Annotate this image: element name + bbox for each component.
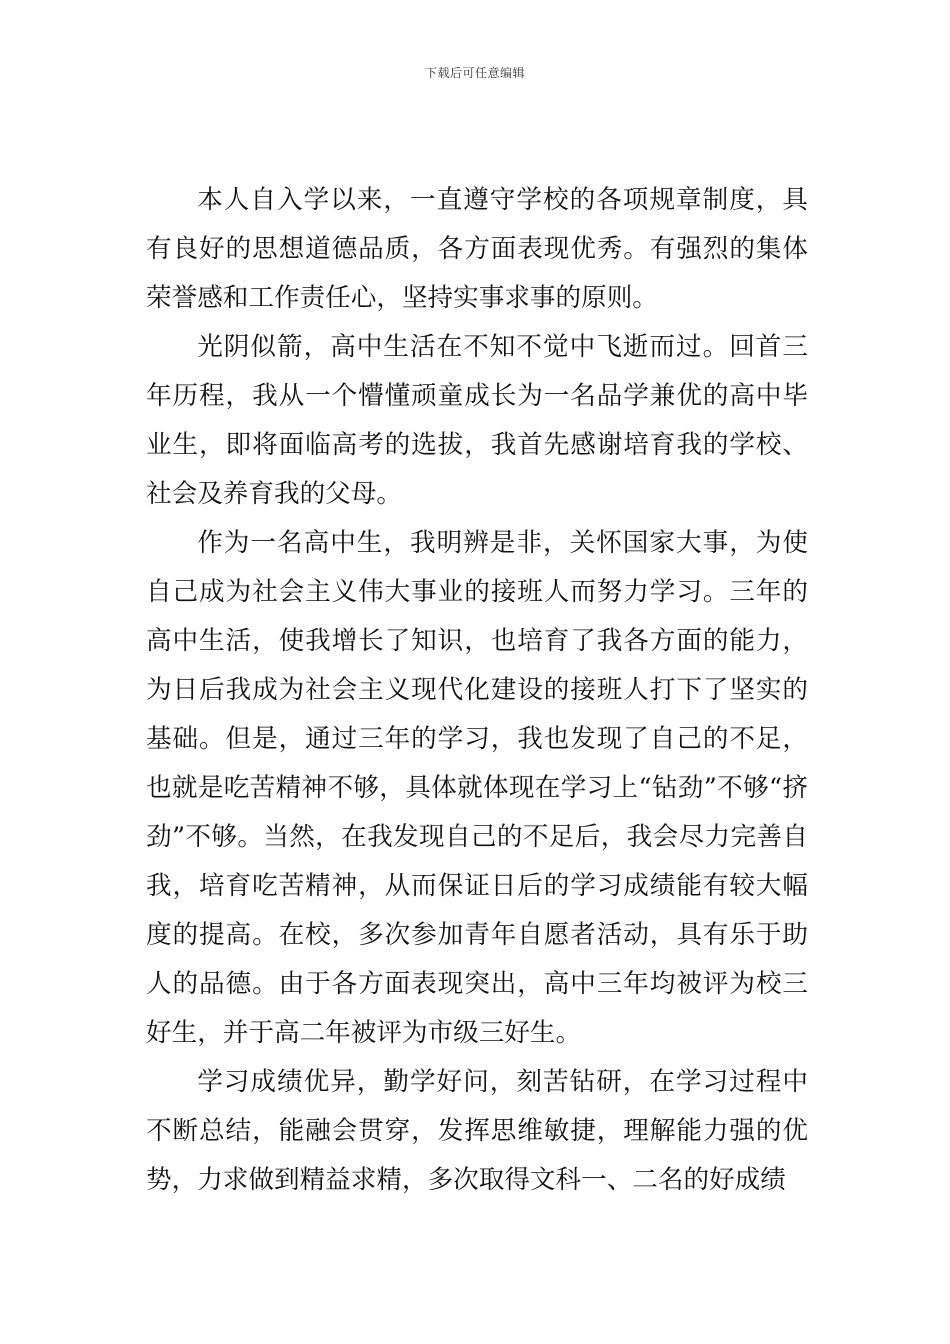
paragraph-1: 本人自入学以来，一直遵守学校的各项规章制度，具有良好的思想道德品质，各方面表现优秀。有强烈的集体荣誉感和工作责任心，坚持实事求事的原则。 [146, 185, 808, 313]
document-body [146, 176, 808, 1205]
page-header: 下载后可任意编辑 [424, 66, 525, 80]
paragraph-2: 光阴似箭，高中生活在不知不觉中飞逝而过。回首三年历程，我从一个懵懂顽童成长为一名品学兼优的高中毕业生，即将面临高考的选拔，我首先感谢培育我的学校、社会及养育我的父母。 [146, 332, 808, 509]
paragraph-4: 学习成绩优异，勤学好问，刻苦钻研，在学习过程中不断总结，能融会贯穿，发挥思维敏捷，理解能力强的优势，力求做到精益求精，多次取得文科一、二名的好成绩 [146, 1067, 808, 1195]
paragraph-3: 作为一名高中生，我明辨是非，关怀国家大事，为使自己成为社会主义伟大事业的接班人而努力学习。三年的高中生活，使我增长了知识，也培育了我各方面的能力，为日后我成为社会主义现代化建设的接班人打下了坚实的基础。但是，通过三年的学习，我也发现了自己的不足，也就是吃苦精神不够，具体就体现在学习上“钻劲”不够“挤劲”不够。当然，在我发现自己的不足后，我会尽力完善自我，培育吃苦精神，从而保证日后的学习成绩能有较大幅度的提高。在校，多次参加青年自愿者活动，具有乐于助人的品德。由于各方面表现突出，高中三年均被评为校三好生，并于高二年被评为市级三好生。 [146, 528, 808, 1048]
